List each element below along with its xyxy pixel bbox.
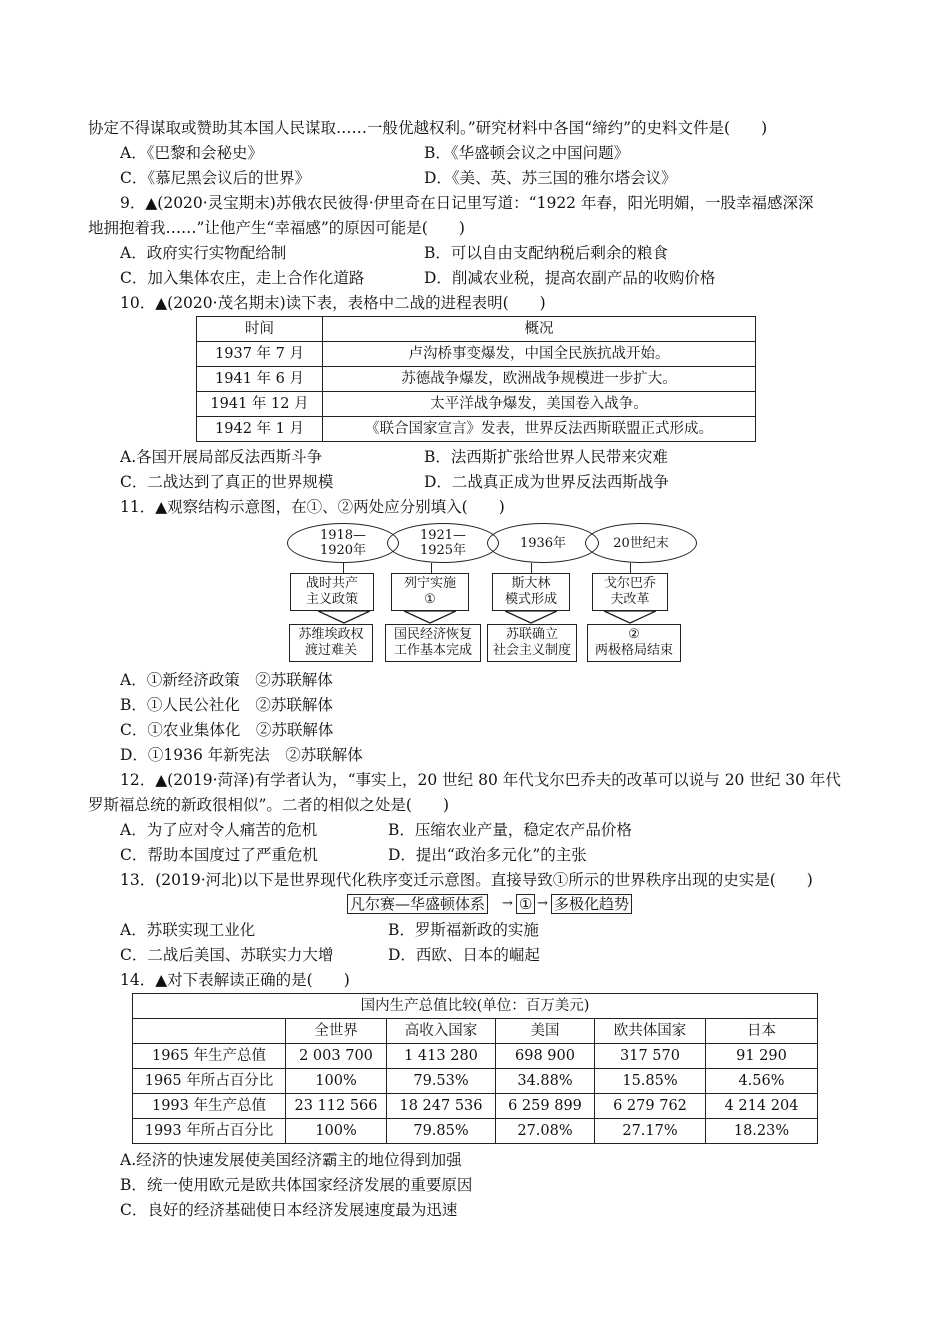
q14-option-b[interactable]: B．统一使用欧元是欧共体国家经济发展的重要原因	[120, 1176, 473, 1194]
q10-option-b[interactable]: B．法西斯扩张给世界人民带来灾难	[424, 448, 668, 466]
table-cell: 1937 年 7 月	[197, 342, 323, 367]
q11-option-b[interactable]: B．①人民公社化 ②苏联解体	[120, 696, 333, 714]
diagram-period-ellipse: 1921— 1925年	[387, 523, 499, 563]
connector-line	[531, 563, 532, 573]
connector-line	[630, 563, 631, 573]
table-row	[133, 1044, 818, 1069]
diagram-period-ellipse: 1936年	[487, 523, 599, 563]
diagram-result-box: 苏联确立 社会主义制度	[487, 624, 577, 662]
q14-option-c[interactable]: C．良好的经济基础使日本经济发展速度最为迅速	[120, 1201, 458, 1219]
q14-stem: 14．▲对下表解读正确的是( )	[120, 971, 350, 989]
diagram-period-ellipse: 20世纪末	[585, 523, 697, 563]
q12-option-d[interactable]: D．提出“政治多元化”的主张	[388, 846, 587, 864]
q11-option-a[interactable]: A．①新经济政策 ②苏联解体	[120, 671, 333, 689]
table-cell: 100%	[286, 1119, 387, 1144]
table-cell: 317 570	[595, 1044, 706, 1069]
table-header-cell	[133, 1019, 286, 1044]
q9-stem-line2: 地拥抱着我……”让他产生“幸福感”的原因可能是( )	[88, 219, 465, 237]
table-cell: 1993 年生产总值	[133, 1094, 286, 1119]
table-cell: 1942 年 1 月	[197, 417, 323, 442]
table-header-cell: 美国	[496, 1019, 595, 1044]
diagram-result-box: ② 两极格局结束	[587, 624, 681, 662]
q8-option-d[interactable]: D．《美、英、苏三国的雅尔塔会议》	[424, 169, 677, 187]
table-header-cell: 时间	[197, 317, 323, 342]
table-cell: 18 247 536	[387, 1094, 496, 1119]
table-header-cell: 概况	[323, 317, 756, 342]
diagram-policy-box: 战时共产 主义政策	[290, 573, 374, 611]
q9-option-a[interactable]: A．政府实行实物配给制	[120, 244, 287, 262]
q13-option-a[interactable]: A．苏联实现工业化	[120, 921, 256, 939]
table-cell: 卢沟桥事变爆发，中国全民族抗战开始。	[323, 342, 756, 367]
table-row	[133, 1069, 818, 1094]
q14-gdp-table	[132, 993, 818, 1144]
diagram-period-ellipse: 1918— 1920年	[287, 523, 399, 563]
table-cell: 91 290	[706, 1044, 818, 1069]
connector-line	[431, 563, 432, 573]
diagram-policy-box: 斯大林 模式形成	[492, 573, 570, 611]
q11-option-d[interactable]: D．①1936 年新宪法 ②苏联解体	[120, 746, 363, 764]
q11-option-c[interactable]: C．①农业集体化 ②苏联解体	[120, 721, 334, 739]
q9-option-b[interactable]: B．可以自由支配纳税后剩余的粮食	[424, 244, 668, 262]
table-row	[133, 1119, 818, 1144]
flow-box-multipolar: 多极化趋势	[551, 894, 632, 914]
q10-stem: 10．▲(2020·茂名期末)读下表，表格中二战的进程表明( )	[120, 294, 546, 312]
q12-option-c[interactable]: C．帮助本国度过了严重危机	[120, 846, 318, 864]
diagram-policy-box: 列宁实施 ①	[391, 573, 469, 611]
q13-stem: 13．(2019·河北)以下是世界现代化秩序变迁示意图。直接导致①所示的世界秩序出现的史实是( )	[120, 871, 813, 889]
right-arrow-icon: →	[537, 896, 548, 911]
table-cell: 太平洋战争爆发，美国卷入战争。	[323, 392, 756, 417]
table-row	[133, 1019, 818, 1044]
q8-stem-tail: 协定不得谋取或赞助其本国人民谋取……一般优越权利。”研究材料中各国“缔约”的史料文件是( )	[88, 119, 768, 137]
table-cell: 1965 年生产总值	[133, 1044, 286, 1069]
table-cell: 1941 年 12 月	[197, 392, 323, 417]
table-cell: 27.17%	[595, 1119, 706, 1144]
table-cell: 18.23%	[706, 1119, 818, 1144]
table-cell: 2 003 700	[286, 1044, 387, 1069]
q8-option-b[interactable]: B．《华盛顿会议之中国问题》	[424, 144, 630, 162]
table-cell: 27.08%	[496, 1119, 595, 1144]
diagram-result-box: 国民经济恢复 工作基本完成	[385, 624, 481, 662]
q9-stem-line1: 9．▲(2020·灵宝期末)苏俄农民彼得·伊里奇在日记里写道：“1922 年春，阳光明媚，一股幸福感深深	[120, 194, 814, 212]
q9-option-c[interactable]: C．加入集体农庄，走上合作化道路	[120, 269, 365, 287]
table-cell: 34.88%	[496, 1069, 595, 1094]
diagram-policy-box: 戈尔巴乔 夫改革	[592, 573, 668, 611]
q13-option-b[interactable]: B．罗斯福新政的实施	[388, 921, 539, 939]
q10-table	[196, 316, 756, 442]
table-cell: 1993 年所占百分比	[133, 1119, 286, 1144]
flow-box-versailles: 凡尔赛—华盛顿体系	[347, 894, 488, 914]
table-header-cell: 高收入国家	[387, 1019, 496, 1044]
down-arrow-icon	[318, 611, 370, 624]
down-arrow-icon	[505, 611, 557, 624]
table-header-cell: 日本	[706, 1019, 818, 1044]
table-cell: 23 112 566	[286, 1094, 387, 1119]
q12-stem-line1: 12．▲(2019·菏泽)有学者认为，“事实上，20 世纪 80 年代戈尔巴乔夫的改革可以说与 20 世纪 30 年代	[120, 771, 841, 789]
q11-stem: 11．▲观察结构示意图，在①、②两处应分别填入( )	[120, 498, 505, 516]
table-row	[133, 994, 818, 1019]
down-arrow-icon	[604, 611, 656, 624]
table-row	[133, 1094, 818, 1119]
table-row	[197, 392, 756, 417]
table-cell: 100%	[286, 1069, 387, 1094]
q13-option-c[interactable]: C．二战后美国、苏联实力大增	[120, 946, 334, 964]
q9-option-d[interactable]: D．削减农业税，提高农副产品的收购价格	[424, 269, 716, 287]
table-row	[197, 342, 756, 367]
down-arrow-icon	[404, 611, 456, 624]
table-row	[197, 417, 756, 442]
q14-option-a[interactable]: A.经济的快速发展使美国经济霸主的地位得到加强	[120, 1151, 462, 1169]
q10-option-d[interactable]: D．二战真正成为世界反法西斯战争	[424, 473, 669, 491]
table-cell: 4 214 204	[706, 1094, 818, 1119]
table-cell: 1 413 280	[387, 1044, 496, 1069]
table-caption: 国内生产总值比较(单位：百万美元)	[133, 994, 818, 1019]
q10-option-c[interactable]: C．二战达到了真正的世界规模	[120, 473, 334, 491]
q10-option-a[interactable]: A.各国开展局部反法西斯斗争	[120, 448, 323, 466]
table-cell: 6 259 899	[496, 1094, 595, 1119]
table-row	[197, 367, 756, 392]
table-row	[197, 317, 756, 342]
table-cell: 698 900	[496, 1044, 595, 1069]
q12-option-a[interactable]: A．为了应对令人痛苦的危机	[120, 821, 318, 839]
table-cell: 4.56%	[706, 1069, 818, 1094]
diagram-result-box: 苏维埃政权 渡过难关	[289, 624, 373, 662]
table-cell: 苏德战争爆发，欧洲战争规模进一步扩大。	[323, 367, 756, 392]
table-header-cell: 全世界	[286, 1019, 387, 1044]
q12-stem-line2: 罗斯福总统的新政很相似”。二者的相似之处是( )	[88, 796, 450, 814]
table-cell: 1965 年所占百分比	[133, 1069, 286, 1094]
q8-option-a[interactable]: A．《巴黎和会秘史》	[120, 144, 263, 162]
right-arrow-icon: →	[502, 896, 513, 911]
table-cell: 79.85%	[387, 1119, 496, 1144]
table-cell: 《联合国家宣言》发表，世界反法西斯联盟正式形成。	[323, 417, 756, 442]
q12-option-b[interactable]: B．压缩农业产量，稳定农产品价格	[388, 821, 632, 839]
table-cell: 15.85%	[595, 1069, 706, 1094]
flow-box-blank-1: ①	[516, 894, 535, 914]
table-cell: 6 279 762	[595, 1094, 706, 1119]
table-cell: 1941 年 6 月	[197, 367, 323, 392]
table-header-cell: 欧共体国家	[595, 1019, 706, 1044]
q13-option-d[interactable]: D．西欧、日本的崛起	[388, 946, 540, 964]
connector-line	[343, 563, 344, 573]
table-cell: 79.53%	[387, 1069, 496, 1094]
q8-option-c[interactable]: C．《慕尼黑会议后的世界》	[120, 169, 311, 187]
